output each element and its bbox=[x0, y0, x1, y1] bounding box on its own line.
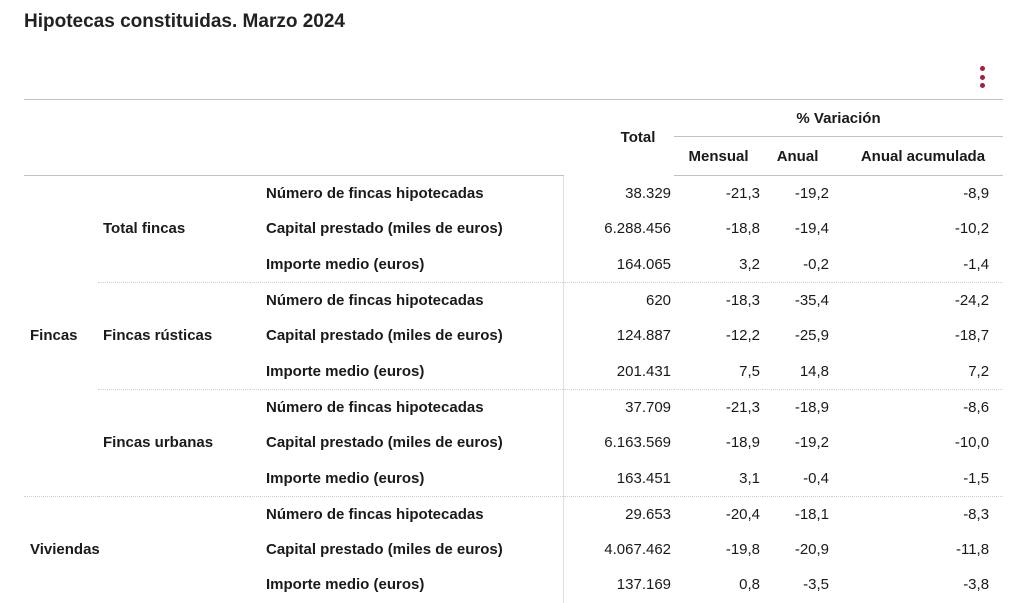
anual-value: -25,9 bbox=[794, 327, 830, 345]
mensual-value: 3,1 bbox=[739, 469, 761, 487]
acumulada-value: -10,0 bbox=[954, 434, 990, 452]
total-value: 124.887 bbox=[563, 318, 674, 353]
total-value: 201.431 bbox=[563, 353, 674, 389]
metric-label: Número de fincas hipotecadas bbox=[250, 282, 563, 318]
metric-label: Número de fincas hipotecadas bbox=[250, 496, 563, 532]
metric-label: Capital prestado (miles de euros) bbox=[266, 327, 503, 345]
acumulada-value: -18,7 bbox=[954, 327, 990, 345]
anual-value: 14,8 bbox=[799, 362, 830, 380]
anual-value: -35,4 bbox=[763, 282, 832, 318]
anual-value: -19,2 bbox=[794, 434, 830, 452]
anual-value: -19,2 bbox=[794, 185, 830, 203]
acumulada-value: -3,8 bbox=[963, 576, 990, 594]
mensual-value: -12,2 bbox=[725, 327, 761, 345]
anual-value: -0,4 bbox=[803, 469, 830, 487]
acumulada-value: -8,3 bbox=[832, 496, 1003, 532]
anual-value: -18,1 bbox=[763, 496, 832, 532]
anual-value: -0,2 bbox=[803, 255, 830, 273]
total-value: 163.451 bbox=[563, 460, 674, 496]
acumulada-value: -1,5 bbox=[963, 469, 990, 487]
total-value: 6.163.569 bbox=[563, 425, 674, 460]
acumulada-value: -24,2 bbox=[832, 282, 1003, 318]
acumulada-value: 7,2 bbox=[968, 362, 990, 380]
group-label: Viviendas bbox=[24, 496, 98, 602]
total-value: 38.329 bbox=[563, 176, 674, 212]
metric-label: Importe medio (euros) bbox=[266, 362, 425, 380]
menu-dot bbox=[980, 66, 985, 71]
mensual-value: 3,2 bbox=[739, 255, 761, 273]
subgroup-label: Fincas rústicas bbox=[98, 282, 250, 389]
metric-label: Capital prestado (miles de euros) bbox=[266, 220, 503, 238]
anual-value: -20,9 bbox=[794, 541, 830, 559]
menu-dot bbox=[980, 75, 985, 80]
anual-value: -19,4 bbox=[794, 220, 830, 238]
mensual-value: -18,8 bbox=[725, 220, 761, 238]
acumulada-value: -11,8 bbox=[955, 541, 990, 559]
page-title: Hipotecas constituidas. Marzo 2024 bbox=[24, 11, 345, 32]
header-total: Total bbox=[563, 100, 674, 176]
metric-label: Importe medio (euros) bbox=[266, 576, 425, 594]
anual-value: -3,5 bbox=[803, 576, 830, 594]
acumulada-value: -1,4 bbox=[963, 255, 990, 273]
header-pct-variacion: % Variación bbox=[674, 100, 1003, 137]
metric-label: Importe medio (euros) bbox=[266, 469, 425, 487]
group-label: Fincas bbox=[30, 327, 78, 345]
menu-dot bbox=[980, 83, 985, 88]
subgroup-label: Total fincas bbox=[103, 220, 186, 238]
header-anual: Anual bbox=[763, 137, 832, 176]
mensual-value: 0,8 bbox=[739, 576, 761, 594]
header-mensual: Mensual bbox=[674, 137, 763, 176]
anual-value: -18,9 bbox=[763, 389, 832, 425]
total-value: 137.169 bbox=[563, 567, 674, 602]
total-value: 164.065 bbox=[563, 247, 674, 283]
mensual-value: -19,8 bbox=[725, 541, 761, 559]
acumulada-value: -8,6 bbox=[832, 389, 1003, 425]
mensual-value: -21,3 bbox=[725, 185, 761, 203]
metric-label: Importe medio (euros) bbox=[266, 255, 425, 273]
metric-label: Capital prestado (miles de euros) bbox=[266, 541, 503, 559]
total-value: 620 bbox=[563, 282, 674, 318]
metric-label: Número de fincas hipotecadas bbox=[266, 185, 484, 203]
metric-label: Número de fincas hipotecadas bbox=[250, 389, 563, 425]
subgroup-label: Fincas urbanas bbox=[98, 389, 250, 496]
mensual-value: -18,3 bbox=[674, 282, 763, 318]
header-anual-acumulada: Anual acumulada bbox=[832, 137, 1003, 176]
mensual-value: -20,4 bbox=[674, 496, 763, 532]
metric-label: Capital prestado (miles de euros) bbox=[266, 434, 503, 452]
acumulada-value: -10,2 bbox=[954, 220, 990, 238]
mortgage-table bbox=[24, 99, 1003, 603]
total-value: 37.709 bbox=[563, 389, 674, 425]
total-value: 29.653 bbox=[563, 496, 674, 532]
mensual-value: -21,3 bbox=[674, 389, 763, 425]
acumulada-value: -8,9 bbox=[963, 185, 990, 203]
total-value: 6.288.456 bbox=[563, 211, 674, 246]
kebab-menu-icon[interactable] bbox=[977, 66, 987, 88]
subgroup-label bbox=[98, 496, 250, 602]
header-blank bbox=[24, 137, 563, 176]
mensual-value: 7,5 bbox=[739, 362, 761, 380]
mensual-value: -18,9 bbox=[725, 434, 761, 452]
total-value: 4.067.462 bbox=[563, 532, 674, 567]
header-blank bbox=[24, 100, 563, 137]
